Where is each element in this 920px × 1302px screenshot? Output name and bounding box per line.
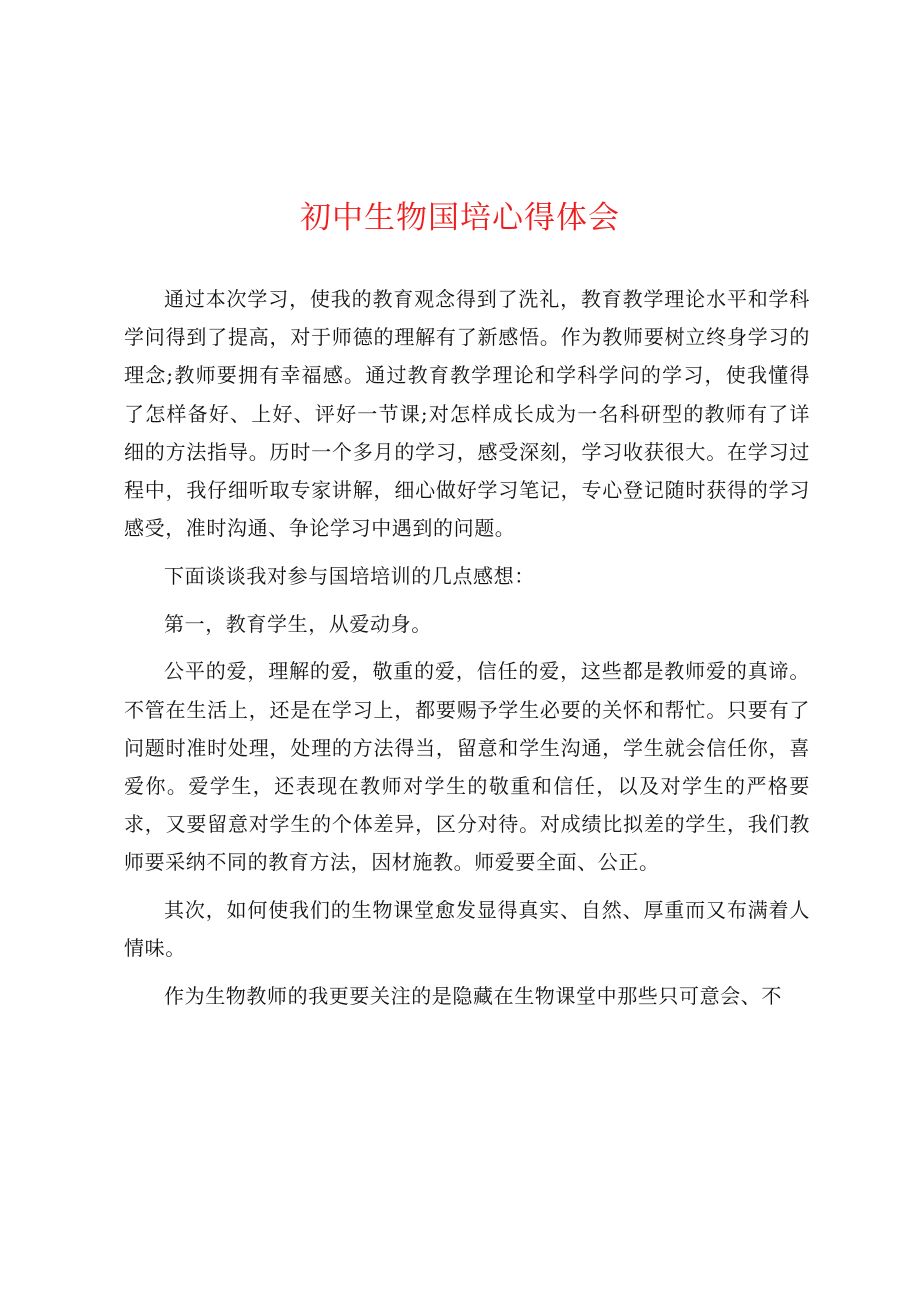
document-body	[124, 280, 810, 1015]
paragraph-point-one: 第一，教育学生，从爱动身。	[164, 611, 432, 636]
paragraph-biology-teacher: 作为生物教师的我更要关注的是隐藏在生物课堂中那些只可意会、不	[164, 983, 782, 1008]
paragraph-love: 公平的爱，理解的爱，敬重的爱，信任的爱，这些都是教师爱的真谛。不管在生活上，还是在学习上，都要赐予学生必要的关怀和帮忙。只要有了问题时准时处理，处理的方法得当，留意和学生沟通，学生就会信任你，喜爱你。爱学生，还表现在教师对学生的敬重和信任，以及对学生的严格要求，又要留意对学生的个体差异，区分对待。对成绩比拟差的学生，我们教师要采纳不同的教育方法，因材施教。师爱要全面、公正。	[124, 659, 810, 875]
paragraph-point-two: 其次，如何使我们的生物课堂愈发显得真实、自然、厚重而又布满着人情味。	[124, 898, 810, 961]
paragraph-intro: 通过本次学习，使我的教育观念得到了洗礼，教育教学理论水平和学科学问得到了提高，对于师德的理解有了新感悟。作为教师要树立终身学习的理念;教师要拥有幸福感。通过教育教学理论和学科学问的学习，使我懂得了怎样备好、上好、评好一节课;对怎样成长成为一名科研型的教师有了详细的方法指导。历时一个多月的学习，感受深刻，学习收获很大。在学习过程中，我仔细听取专家讲解，细心做好学习笔记，专心登记随时获得的学习感受，准时沟通、争论学习中遇到的问题。	[124, 287, 810, 541]
document-title: 初中生物国培心得体会	[300, 200, 620, 236]
paragraph-feelings-lead: 下面谈谈我对参与国培培训的几点感想：	[164, 563, 535, 588]
